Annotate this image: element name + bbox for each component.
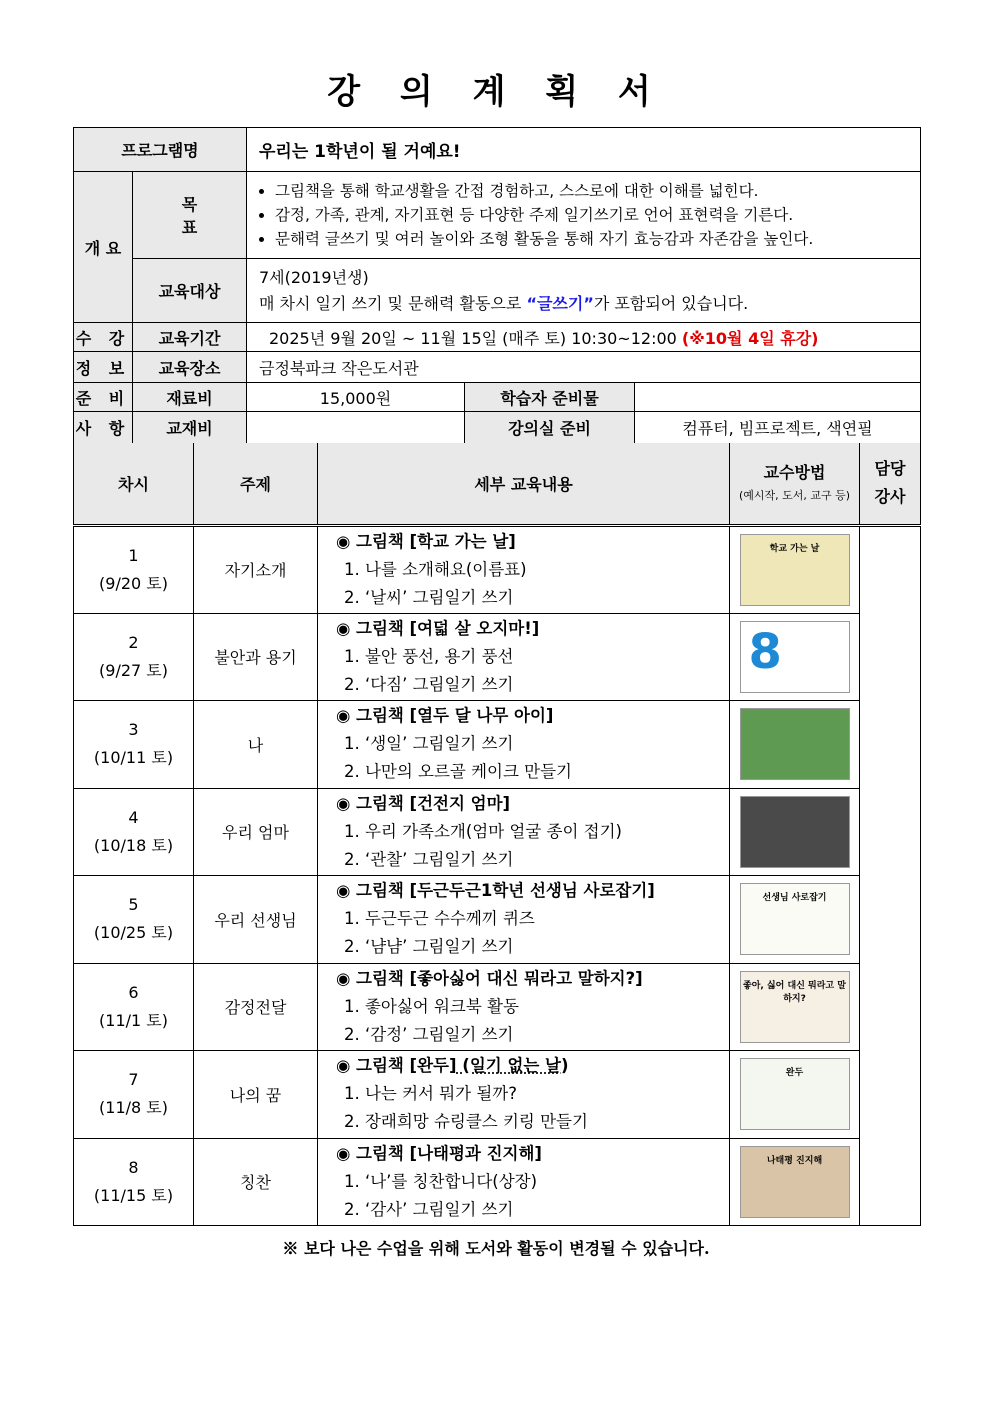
topic-cell: 칭찬 [194,1138,318,1226]
session-cell [74,876,194,964]
course-info-label-a: 수 강 [74,323,133,352]
table-row [74,1051,921,1139]
table-row [74,788,921,876]
overview-label: 개 요 [74,172,133,323]
activity-item: 2. 나만의 오르골 케이크 만들기 [344,762,572,782]
book-title: 그림책 [두근두근1학년 선생님 사로잡기] [356,881,655,901]
prep-label-a: 준 비 [74,383,133,412]
header-teacher-b: 강사 [874,487,906,507]
topic-cell: 자기소개 [194,525,318,613]
detail-cell [318,963,730,1051]
session-number: 6 [128,982,139,1002]
book-title-line [336,877,729,905]
header-detail: 세부 교육내용 [318,443,730,525]
topic-cell: 나 [194,701,318,789]
target-note-emphasis: “글쓰기” [526,293,594,313]
header-teacher [860,443,921,525]
session-number: 3 [128,720,139,740]
prep-label-b: 사 항 [74,412,133,444]
activity-item: 1. ‘나’를 칭찬합니다(상장) [344,1171,538,1191]
book-title-line [336,1140,729,1168]
session-date: (11/15 토) [93,1185,174,1205]
table-row [74,1138,921,1226]
learner-prep-value [635,383,921,412]
bullet-icon: ◉ [336,1056,351,1076]
table-row [74,525,921,613]
header-method-label: 교수방법 [763,463,826,483]
learner-prep-label: 학습자 준비물 [465,383,635,412]
book-cover-image [740,971,850,1043]
activity-item: 1. 좋아싫어 워크북 활동 [344,996,519,1016]
book-title: 그림책 [여덟 살 오지마!] [356,618,540,638]
header-topic: 주제 [194,443,318,525]
book-extra: (일기 없는 날) [456,1056,569,1076]
bullet-icon: ◉ [336,881,351,901]
session-number: 5 [128,895,139,915]
session-cell [74,963,194,1051]
book-cover-title: 나태평 진지해 [766,1155,823,1166]
session-number: 8 [128,1157,139,1177]
session-date: (11/1 토) [99,1010,168,1030]
activity-item: 2. 장래희망 슈링클스 키링 만들기 [344,1112,588,1132]
teacher-cell [860,525,921,1226]
book-title-line [336,965,729,993]
place-label: 교육장소 [133,352,247,383]
bullet-icon: ◉ [336,793,351,813]
method-cell [730,701,860,789]
bullet-icon: ◉ [336,1143,351,1163]
activity-item: 2. ‘날씨’ 그림일기 쓰기 [344,587,514,607]
method-cell [730,788,860,876]
topic-cell: 나의 꿈 [194,1051,318,1139]
bullet-icon: ◉ [336,531,351,551]
activity-item: 1. 나는 커서 뭐가 될까? [344,1084,517,1104]
goal-list [247,175,920,255]
header-session: 차시 [74,443,194,525]
book-title: 그림책 [열두 달 나무 아이] [356,706,554,726]
book-title: 그림책 [완두] [356,1056,457,1076]
header-method [730,443,860,525]
book-cover-image [740,883,850,955]
header-teacher-a: 담당 [874,459,906,479]
detail-cell [318,1138,730,1226]
schedule-header-row [74,443,921,525]
activity-item: 1. 우리 가족소개(엄마 얼굴 종이 접기) [344,821,622,841]
detail-cell [318,525,730,613]
room-prep-value: 컴퓨터, 빔프로젝트, 색연필 [635,412,921,444]
topic-cell: 불안과 용기 [194,613,318,701]
place-value: 금정북파크 작은도서관 [247,352,921,383]
book-title: 그림책 [나태평과 진지해] [356,1143,542,1163]
schedule-table [73,443,921,1226]
goals-cell [247,172,921,259]
activity-item: 1. 두근두근 수수께끼 퀴즈 [344,909,535,929]
detail-cell [318,1051,730,1139]
room-prep-label: 강의실 준비 [465,412,635,444]
goal-item: • 문해력 글쓰기 및 여러 놀이와 조형 활동을 통해 자기 효능감과 자존감을 높인다. [275,227,914,251]
method-cell [730,525,860,613]
bullet-icon: ◉ [336,618,351,638]
activity-item: 1. ‘생일’ 그림일기 쓰기 [344,734,514,754]
goal-item: • 그림책을 통해 학교생활을 간접 경험하고, 스스로에 대한 이해를 넓힌다. [275,179,914,203]
target-cell [247,259,921,323]
table-row [74,701,921,789]
course-info-label-b: 정 보 [74,352,133,383]
session-cell [74,525,194,613]
activity-item: 1. 나를 소개해요(이름표) [344,559,527,579]
target-label: 교육대상 [133,259,247,323]
book-cover-image [740,1146,850,1218]
session-cell [74,613,194,701]
textbook-fee-label: 교재비 [133,412,247,444]
activity-item: 2. ‘감정’ 그림일기 쓰기 [344,1024,514,1044]
topic-cell: 우리 엄마 [194,788,318,876]
session-cell [74,1138,194,1226]
book-title-line [336,615,729,643]
target-note-text-end: 가 포함되어 있습니다. [593,293,749,313]
activity-item: 2. ‘관찰’ 그림일기 쓰기 [344,849,514,869]
detail-cell [318,613,730,701]
book-title-line [336,528,729,556]
book-cover-title: 8 [748,623,782,680]
session-cell [74,1051,194,1139]
method-cell [730,613,860,701]
session-number: 7 [128,1070,139,1090]
session-cell [74,788,194,876]
session-number: 2 [128,632,139,652]
method-cell [730,1051,860,1139]
session-number: 4 [128,807,139,827]
book-title: 그림책 [학교 가는 날] [356,531,516,551]
session-date: (9/20 토) [99,573,168,593]
table-row [74,963,921,1051]
detail-cell [318,701,730,789]
book-cover-title: 학교 가는 날 [769,543,820,554]
topic-cell: 감정전달 [194,963,318,1051]
book-cover-image [740,796,850,868]
info-table [73,127,921,444]
target-age: 7세(2019년생) [259,267,369,287]
book-cover-title: 완두 [785,1068,804,1079]
material-fee-value: 15,000원 [247,383,465,412]
session-number: 1 [128,545,139,565]
book-cover-image [740,708,850,780]
book-cover-image [740,534,850,606]
method-cell [730,963,860,1051]
book-title-line [336,702,729,730]
session-date: (10/25 토) [93,923,174,943]
detail-cell [318,788,730,876]
session-cell [74,701,194,789]
activity-item: 2. ‘감사’ 그림일기 쓰기 [344,1199,514,1219]
session-date: (11/8 토) [99,1098,168,1118]
header-method-sub: (예시작, 도서, 교구 등) [738,489,851,503]
book-title-line [336,1052,729,1080]
period-note: (※10월 4일 휴강) [681,328,819,348]
program-name: 우리는 1학년이 될 거예요! [247,128,921,172]
textbook-fee-value [247,412,465,444]
goal-label: 목 표 [133,172,247,259]
page-title: 강 의 계 획 서 [327,72,665,112]
detail-cell [318,876,730,964]
session-date: (10/11 토) [93,748,174,768]
method-cell [730,1138,860,1226]
footnote: ※ 보다 나은 수업을 위해 도서와 활동이 변경될 수 있습니다. [282,1239,710,1258]
activity-item: 2. ‘냠냠’ 그림일기 쓰기 [344,937,514,957]
table-row [74,876,921,964]
target-note-text: 매 차시 일기 쓰기 및 문해력 활동으로 [259,293,527,313]
book-title: 그림책 [좋아싫어 대신 뭐라고 말하지?] [356,968,643,988]
book-title-line [336,790,729,818]
session-date: (9/27 토) [99,660,168,680]
period-value: 2025년 9월 20일 ~ 11월 15일 (매주 토) 10:30~12:00 [269,328,682,348]
book-cover-title: 좋아, 싫어 대신 뭐라고 말하지? [743,980,846,1004]
book-cover-image [740,621,850,693]
target-note [259,291,920,317]
period-cell [247,323,921,352]
book-cover-title: 선생님 사로잡기 [762,893,827,904]
session-date: (10/18 토) [93,835,174,855]
topic-cell: 우리 선생님 [194,876,318,964]
bullet-icon: ◉ [336,706,351,726]
material-fee-label: 재료비 [133,383,247,412]
method-cell [730,876,860,964]
program-label: 프로그램명 [74,128,247,172]
activity-item: 1. 불안 풍선, 용기 풍선 [344,646,514,666]
bullet-icon: ◉ [336,968,351,988]
goal-item: • 감정, 가족, 관계, 자기표현 등 다양한 주제 일기쓰기로 언어 표현력을 기른다. [275,203,914,227]
activity-item: 2. ‘다짐’ 그림일기 쓰기 [344,674,514,694]
table-row [74,613,921,701]
book-title: 그림책 [건전지 엄마] [356,793,511,813]
book-cover-image [740,1058,850,1130]
period-label: 교육기간 [133,323,247,352]
